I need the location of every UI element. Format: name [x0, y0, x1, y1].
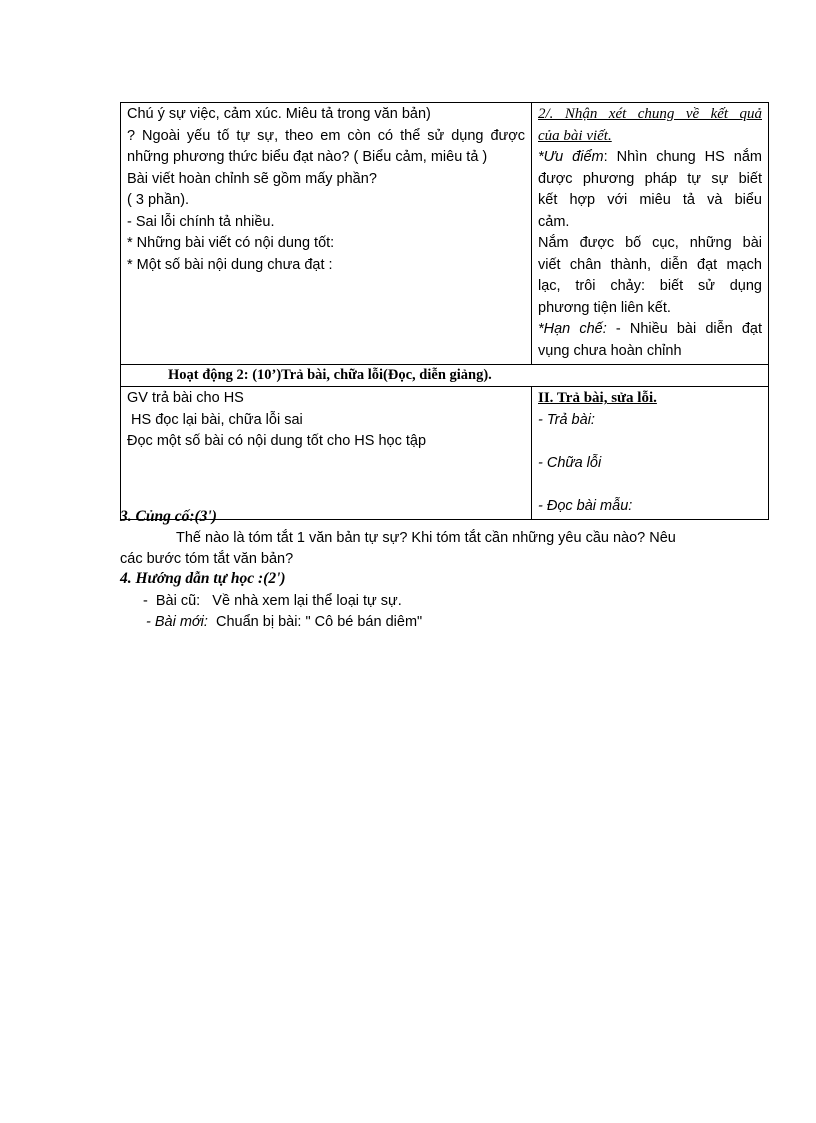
weakness-label: *Hạn chế:	[538, 321, 607, 337]
list-item: - Trả bài:	[538, 411, 595, 428]
text-line: Bài viết hoàn chỉnh sẽ gồm mấy phần?	[127, 170, 377, 187]
teacher-activity-cell	[121, 103, 532, 365]
content-heading: của bài viết.	[538, 127, 612, 144]
section-3-text: các bước tóm tắt văn bản?	[120, 551, 294, 567]
table-row-activity	[121, 365, 769, 387]
strengths-line: Nắm được bố cục, những bài	[538, 235, 762, 251]
table-row-review	[121, 103, 769, 365]
weakness-line: vụng chưa hoàn chỉnh	[538, 342, 682, 359]
content-cell	[532, 103, 769, 365]
text-line: * Một số bài nội dung chưa đạt :	[127, 256, 333, 273]
table-row-return	[121, 387, 769, 520]
content-heading: II. Trả bài, sửa lỗi.	[538, 390, 657, 406]
text-line: GV trả bài cho HS	[127, 390, 244, 406]
activity-heading: Hoạt động 2: (10’)Trả bài, chữa lỗi(Đọc, diễn giảng).	[121, 365, 769, 387]
strengths-line: kết hợp với miêu tả và biểu	[538, 192, 762, 208]
strengths-line: cảm.	[538, 213, 570, 230]
strengths-line: được phương pháp tự sự biết	[538, 170, 762, 187]
strengths-line: *Ưu điểm: Nhìn chung HS nắm	[538, 149, 762, 165]
teacher-activity-cell	[121, 387, 532, 520]
section-4-title: 4. Hướng dẫn tự học :(2')	[120, 570, 286, 587]
strengths-line: lạc, trôi chảy: biết sử dụng	[538, 278, 762, 294]
text-line: những phương thức biểu đạt nào? ( Biểu cảm, miêu tả )	[127, 149, 488, 165]
new-lesson-text: Chuẩn bị bài: " Cô bé bán diêm"	[207, 614, 423, 630]
text-line: Đọc một số bài có nội dung tốt cho HS học tập	[127, 433, 427, 449]
strengths-label: *Ưu điểm	[538, 149, 604, 165]
content-heading: 2/. Nhận xét chung về kết quả	[538, 106, 762, 122]
section-3-text: Thế nào là tóm tắt 1 văn bản tự sự? Khi tóm tắt cần những yêu cầu nào? Nêu	[176, 530, 676, 546]
text-line: ( 3 phần).	[127, 192, 190, 208]
list-item: - Đọc bài mẫu:	[538, 497, 633, 514]
old-lesson-line: - Bài cũ: Về nhà xem lại thể loại tự sự.	[143, 593, 402, 609]
content-cell	[532, 387, 769, 520]
list-item: - Chữa lỗi	[538, 454, 602, 471]
text-line: - Sai lỗi chính tả nhiều.	[127, 213, 275, 230]
strengths-line: viết chân thành, diễn đạt mạch	[538, 256, 762, 273]
new-lesson-label: - Bài mới:	[146, 614, 208, 630]
text-line: * Những bài viết có nội dung tốt:	[127, 235, 335, 251]
new-lesson-line	[146, 612, 422, 633]
section-3-title: 3. Củng cố:(3')	[120, 508, 217, 525]
weakness-line: *Hạn chế: - Nhiều bài diễn đạt	[538, 321, 763, 337]
text-line: Chú ý sự việc, cảm xúc. Miêu tả trong văn bản)	[127, 106, 431, 122]
text-line: HS đọc lại bài, chữa lỗi sai	[127, 411, 303, 428]
text-line: ? Ngoài yếu tố tự sự, theo em còn có thể sử dụng được	[127, 127, 525, 144]
lesson-table	[120, 102, 769, 520]
strengths-line: phương tiện liên kết.	[538, 299, 671, 316]
